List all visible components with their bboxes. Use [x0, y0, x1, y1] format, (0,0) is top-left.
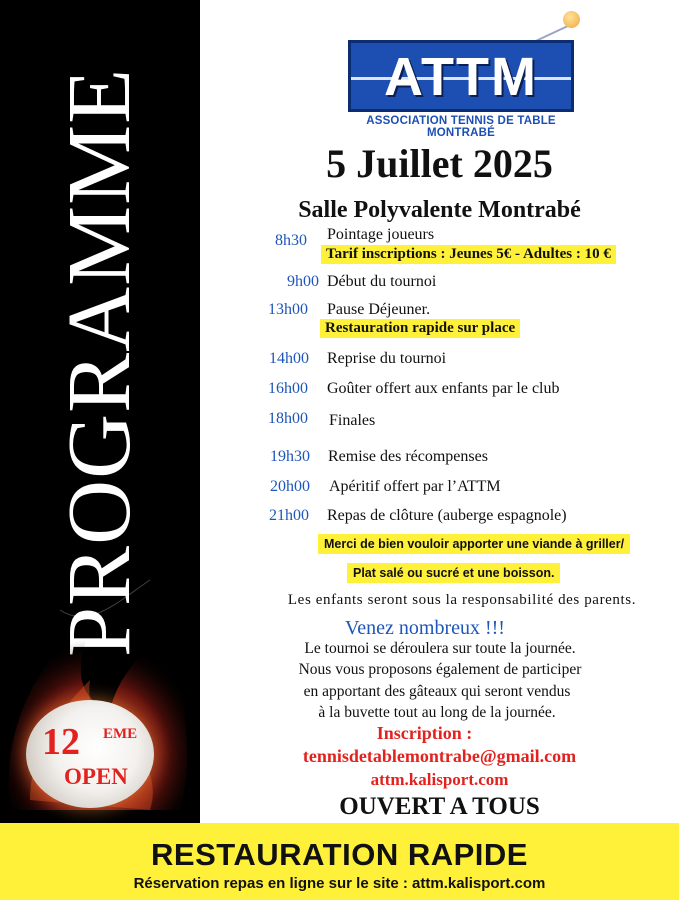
footer-banner [0, 823, 679, 900]
footer-subtitle: Réservation repas en ligne sur le site : attm.kalisport.com [133, 875, 546, 892]
schedule-time: 21h00 [269, 507, 309, 524]
logo-subtitle: ASSOCIATION TENNIS DE TABLE MONTRABÉ [366, 115, 556, 139]
schedule-activity: Repas de clôture (auberge espagnole) [327, 507, 567, 524]
come-many-text: Venez nombreux !!! [345, 617, 505, 639]
schedule-time: 19h30 [270, 448, 310, 465]
event-date: 5 Juillet 2025 [326, 141, 553, 186]
footer-title: RESTAURATION RAPIDE [151, 837, 528, 872]
meal-note: Merci de bien vouloir apporter une viande à griller/ [318, 534, 630, 554]
info-line: en apportant des gâteaux qui seront vendus [303, 683, 571, 700]
schedule-time: 18h00 [268, 410, 308, 427]
logo-text: ATTM [384, 47, 538, 107]
meal-note: Plat salé ou sucré et une boisson. [347, 563, 560, 583]
open-label: OPEN [64, 764, 128, 789]
schedule-time: 14h00 [269, 350, 309, 367]
schedule-activity: Début du tournoi [327, 273, 437, 290]
schedule-time: 8h30 [275, 232, 307, 249]
schedule-activity: Remise des récompenses [328, 448, 488, 465]
event-venue: Salle Polyvalente Montrabé [298, 197, 581, 223]
schedule-activity: Reprise du tournoi [327, 350, 447, 367]
schedule-activity: Pause Déjeuner. [327, 301, 431, 318]
open-to-all: OUVERT A TOUS [339, 793, 540, 820]
inscription-label: Inscription : [376, 723, 473, 743]
schedule-highlight: Restauration rapide sur place [320, 319, 520, 338]
parents-note: Les enfants seront sous la responsabilité des parents. [287, 592, 637, 608]
open-edition-number: 12 [42, 721, 80, 763]
inscription-site[interactable]: attm.kalisport.com [370, 770, 509, 789]
inscription-email[interactable]: tennisdetablemontrabe@gmail.com [302, 746, 577, 766]
schedule-activity: Pointage joueurs [327, 226, 435, 243]
schedule-activity: Goûter offert aux enfants par le club [327, 380, 560, 397]
attm-logo [348, 40, 574, 112]
info-line: à la buvette tout au long de la journée. [318, 704, 556, 721]
logo-ball-icon [563, 11, 580, 28]
info-line: Nous vous proposons également de participer [298, 661, 582, 678]
schedule-time: 20h00 [270, 478, 310, 495]
open-edition-suffix: EME [103, 726, 138, 742]
programme-title: PROGRAMME [50, 67, 149, 657]
schedule-activity: Finales [329, 412, 376, 429]
schedule-highlight: Tarif inscriptions : Jeunes 5€ - Adultes : 10 € [321, 245, 616, 264]
info-line: Le tournoi se déroulera sur toute la journée. [304, 640, 576, 657]
sidebar-panel [0, 0, 200, 823]
schedule-time: 9h00 [287, 273, 319, 290]
schedule-time: 16h00 [268, 380, 308, 397]
schedule-time: 13h00 [268, 301, 308, 318]
schedule-activity: Apéritif offert par l’ATTM [329, 478, 501, 495]
